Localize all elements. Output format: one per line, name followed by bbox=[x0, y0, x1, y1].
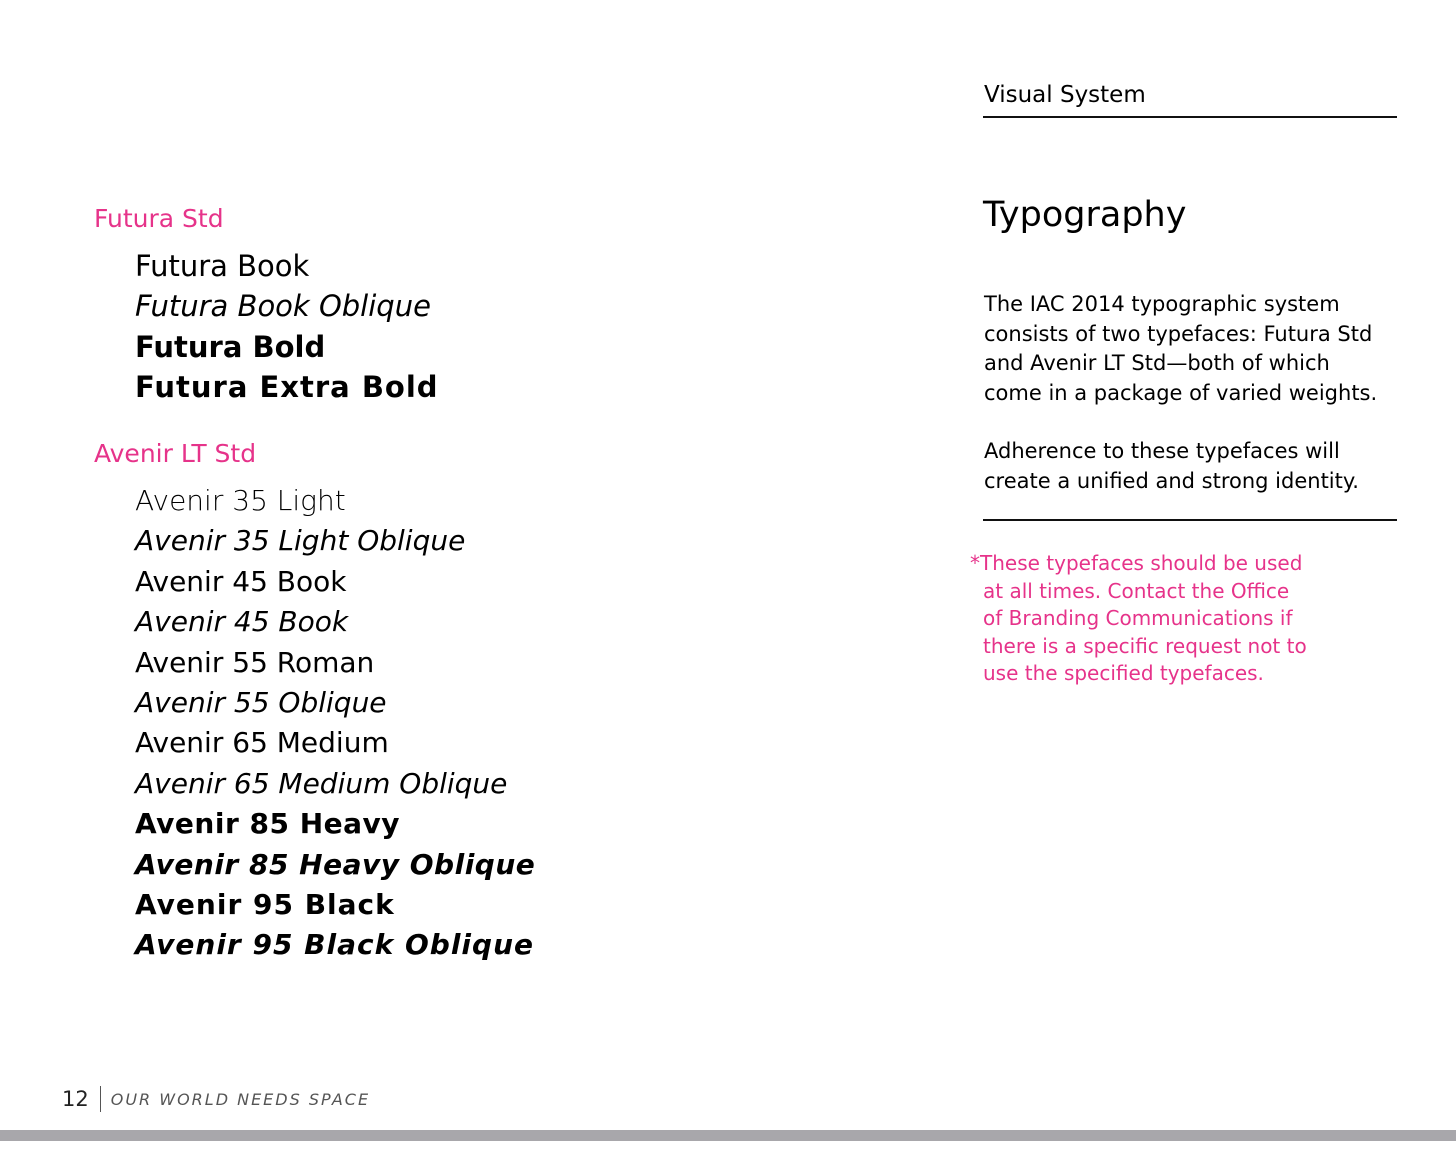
page-title: Typography bbox=[983, 195, 1187, 235]
header-divider bbox=[983, 116, 1397, 118]
font-style-item: Avenir 55 Oblique bbox=[135, 685, 387, 719]
font-style-item: Avenir 35 Light Oblique bbox=[135, 524, 466, 558]
identity-paragraph: Adherence to these typefaces will create a unified and strong identity. bbox=[984, 439, 1359, 493]
avenir-family-heading: Avenir LT Std bbox=[94, 439, 257, 468]
usage-note-line: there is a specific request not to bbox=[983, 633, 1307, 658]
page-footer bbox=[62, 1086, 370, 1112]
usage-note-line: *These typefaces should be used bbox=[970, 551, 1303, 575]
font-style-item: Avenir 95 Black Oblique bbox=[135, 928, 534, 962]
font-style-item: Futura Extra Bold bbox=[135, 370, 439, 405]
section-divider bbox=[983, 519, 1397, 521]
font-style-item: Avenir 65 Medium bbox=[135, 726, 389, 760]
font-style-item: Avenir 85 Heavy Oblique bbox=[135, 847, 536, 881]
font-style-item: Avenir 45 Book bbox=[135, 564, 347, 598]
footer-bar bbox=[0, 1130, 1456, 1141]
font-style-item: Avenir 85 Heavy bbox=[135, 807, 401, 841]
footer-tagline: OUR WORLD NEEDS SPACE bbox=[110, 1089, 371, 1109]
futura-style-list bbox=[135, 246, 439, 408]
intro-paragraph: The IAC 2014 typographic system consists of two typefaces: Futura Std and Avenir LT Std—both of which come in a package of varied weights. bbox=[984, 292, 1378, 405]
section-label: Visual System bbox=[984, 82, 1146, 108]
usage-note-line: at all times. Contact the Office bbox=[983, 578, 1290, 603]
font-style-item: Futura Book bbox=[135, 249, 310, 283]
usage-note-line: of Branding Communications if bbox=[983, 606, 1293, 630]
footer-separator bbox=[100, 1086, 101, 1112]
avenir-style-list bbox=[135, 481, 535, 966]
font-style-item: Avenir 55 Roman bbox=[135, 645, 375, 679]
font-style-item: Futura Book Oblique bbox=[135, 289, 431, 324]
usage-note-line: use the specified typefaces. bbox=[983, 661, 1264, 685]
page-number: 12 bbox=[62, 1087, 89, 1111]
futura-family-heading: Futura Std bbox=[94, 204, 224, 233]
font-style-item: Avenir 45 Book bbox=[135, 605, 349, 639]
font-style-item: Avenir 35 Light bbox=[135, 484, 346, 517]
font-style-item: Avenir 65 Medium Oblique bbox=[135, 766, 508, 800]
font-style-item: Futura Bold bbox=[135, 329, 326, 364]
usage-note bbox=[970, 550, 1310, 688]
font-style-item: Avenir 95 Black bbox=[135, 887, 395, 921]
